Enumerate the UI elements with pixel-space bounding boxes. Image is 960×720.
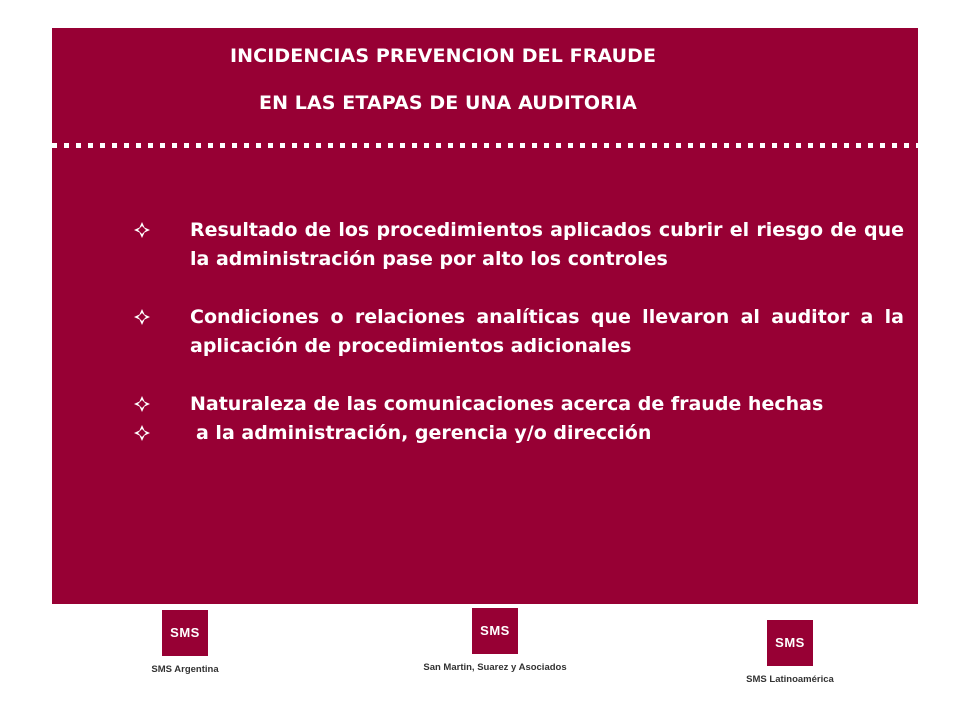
logo-caption: San Martin, Suarez y Asociados (423, 662, 567, 673)
bullet-text: Resultado de los procedimientos aplicados cubrir el riesgo de que la administración pase por alto los controles (190, 219, 904, 270)
logo-san-martin-suarez (410, 608, 580, 673)
list-item (134, 216, 904, 274)
list-item (134, 303, 904, 361)
logo-sms-argentina (130, 610, 240, 675)
diamond-bullet-icon (134, 309, 150, 325)
list-item (134, 419, 904, 448)
bullet-list (134, 216, 904, 448)
sms-logo-mark: SMS (162, 610, 208, 656)
logo-caption: SMS Latinoamérica (746, 674, 834, 685)
bullet-text: Naturaleza de las comunicaciones acerca de fraude hechas (190, 393, 824, 415)
slide-panel (52, 28, 918, 604)
logo-sms-latinoamerica (725, 620, 855, 685)
diamond-bullet-icon (134, 396, 150, 412)
sms-logo-mark: SMS (767, 620, 813, 666)
sms-logo-mark: SMS (472, 608, 518, 654)
dotted-divider (52, 143, 918, 148)
diamond-bullet-icon (134, 222, 150, 238)
slide-title-line2: EN LAS ETAPAS DE UNA AUDITORIA (259, 92, 637, 114)
logo-caption: SMS Argentina (151, 664, 219, 675)
list-item (134, 390, 904, 419)
bullet-text: Condiciones o relaciones analíticas que llevaron al auditor a la aplicación de procedimientos adicionales (190, 306, 904, 357)
footer-logos (0, 610, 960, 720)
bullet-text: a la administración, gerencia y/o dirección (196, 422, 652, 444)
diamond-bullet-icon (134, 425, 150, 441)
slide-title-line1: INCIDENCIAS PREVENCION DEL FRAUDE (230, 45, 657, 67)
